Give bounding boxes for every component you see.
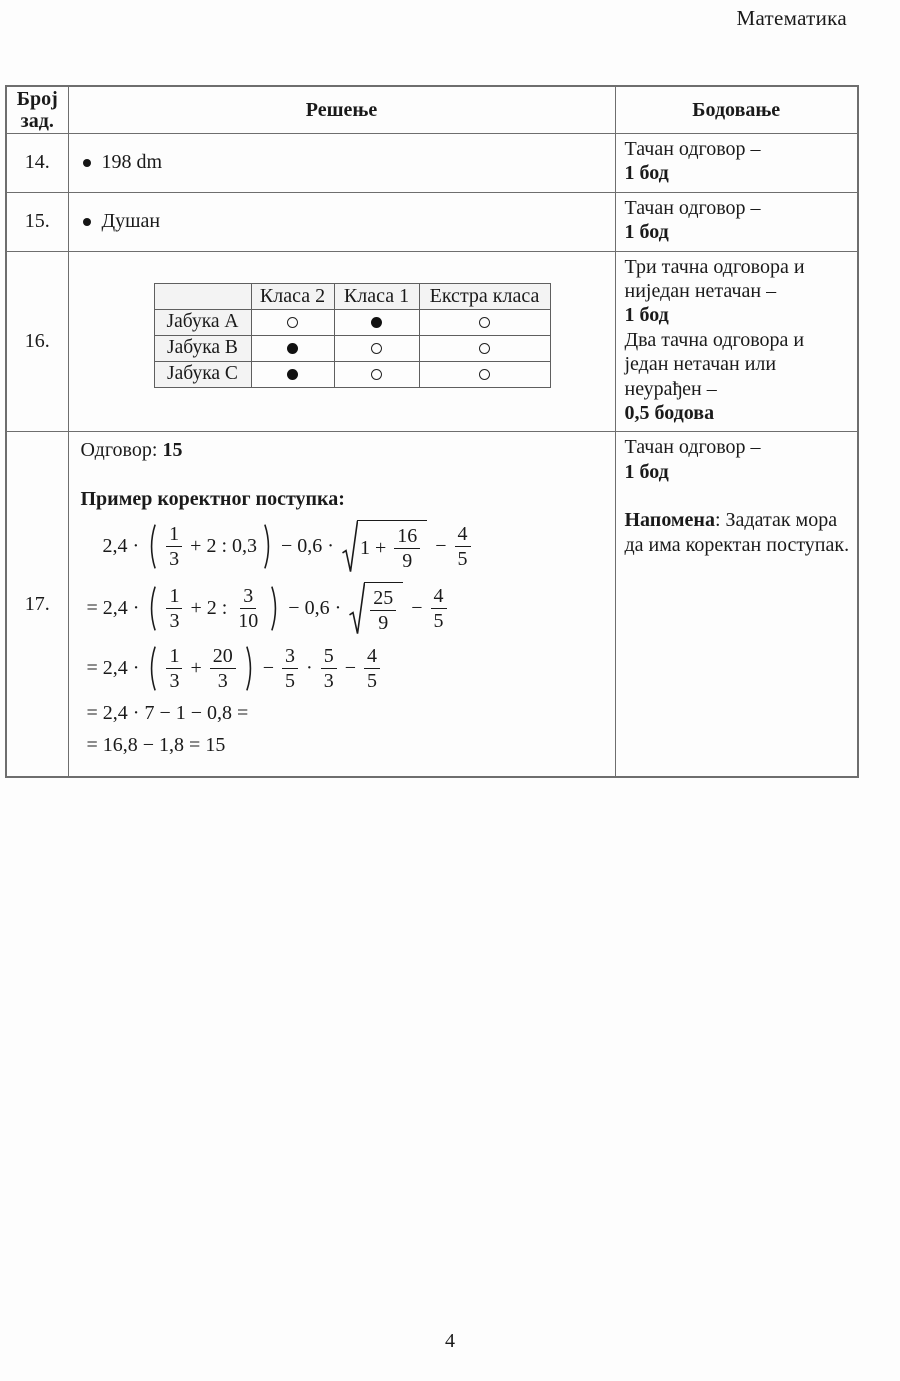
fraction-numerator [240,584,256,609]
formula-text: 4 [457,523,468,546]
formula-text: + [185,657,207,680]
fraction-denominator [166,547,182,571]
formula-text: 4 [433,585,444,608]
fraction-numerator [455,522,471,547]
formula-text: 5 [433,610,444,633]
header-row [6,86,858,134]
open-circle-icon [479,343,490,354]
fraction [431,584,447,633]
formula-line [79,734,605,757]
radicand [364,582,403,635]
formula-text: − [257,657,280,680]
paren-content [158,644,243,693]
fraction-denominator [166,669,182,693]
table-row-17 [6,432,858,778]
scoring-line [625,328,852,401]
formula-text: 2,4 · [102,535,145,558]
left-paren-icon [145,523,157,570]
fraction [166,584,182,633]
formula-text: = 2,4 · [86,657,145,680]
apple-class-grid [154,283,551,388]
formula-text: 3 [169,670,180,693]
fraction [321,644,337,693]
fraction-numerator [431,584,447,609]
formula-text: 9 [402,550,413,573]
procedure-title: Пример коректног поступка: [80,488,345,511]
fraction-denominator [364,669,380,693]
scoring-line [625,401,852,425]
grid-mark-cell [419,309,550,335]
formula-text [158,657,163,680]
scoring-text: Тачан одговор – [624,138,761,160]
scoring-line [625,255,852,304]
formula-text: − 0,6 · [283,597,347,620]
fraction-denominator [321,669,337,693]
formula-text: 25 [373,587,394,610]
scoring-cell [615,192,858,251]
grid-row-label: Јабука С [154,361,251,387]
grid-mark-cell [334,309,419,335]
right-paren-icon [245,645,257,692]
scoring-cell [615,134,858,193]
scoring-line [625,435,852,459]
scoring-text: 1 бод [624,304,669,327]
fraction-denominator [215,669,231,693]
fraction-denominator [455,547,471,571]
grid-row [154,309,550,335]
task-number: 14. [6,134,68,193]
fraction [455,522,471,571]
scoring-text: 1 бод [624,162,669,185]
col-header-scoring: Бодовање [615,86,858,134]
fraction-numerator [370,586,396,611]
paren-group [145,644,256,693]
fraction [370,586,396,635]
formula-text: 1 [169,585,180,608]
open-circle-icon [371,369,382,380]
solution-answer-text: 198 dm [101,151,163,174]
fraction-denominator [399,549,415,573]
bullet-dot-icon [83,218,91,226]
grid-mark-cell [419,335,550,361]
paren-group [145,522,275,571]
page-number: 4 [445,1330,455,1352]
formula-text: 1 [169,645,180,668]
fraction [235,584,261,633]
scoring-text: Тачан одговор – [624,196,761,219]
fraction [282,644,298,693]
solution-cell [68,251,615,432]
formula-text: 1 + [359,537,392,560]
scoring-text: Три тачна одговора и ниједан нетачан – [624,255,805,302]
fraction-denominator [166,609,182,633]
scoring-text: Напомена [624,509,715,532]
formula-text: 9 [378,612,389,635]
formula-text: 3 [169,610,180,633]
formula-text: · [301,657,318,680]
radical-sign-icon [341,520,358,573]
formula-text: 5 [457,548,468,571]
fraction-denominator [431,609,447,633]
formula-text: − 0,6 · [276,535,339,558]
table-row-14 [6,134,858,193]
scoring-text: Тачан одговор – [624,436,761,459]
left-paren-icon [145,645,157,692]
formula-text: 20 [212,645,233,668]
scoring-line [625,303,852,327]
document-title: Математика [736,6,847,30]
grid-mark-cell [251,309,334,335]
square-root [341,520,427,573]
paren-content [158,522,262,571]
scoring-cell [615,251,858,432]
scoring-text: : Задатак мора да има коректан поступак. [624,509,850,556]
formula-line [79,582,605,635]
scoring-text: Два тачна одговора и један нетачан или неурађен – [624,328,805,400]
formula-text: − [430,535,452,558]
fraction [166,522,182,571]
paren-content [158,584,269,633]
bullet-dot-icon [83,159,91,167]
formula-text: − [339,657,361,680]
grid-header [154,283,550,309]
fraction-numerator [282,644,298,669]
scoring-line [625,196,852,220]
formula-text: 3 [323,670,334,693]
task-number: 15. [6,192,68,251]
formula-line [79,702,605,725]
formula-text: − [406,597,428,620]
filled-circle-icon [287,343,298,354]
table-row-16 [6,251,858,432]
fraction [394,524,420,573]
open-circle-icon [371,343,382,354]
formula-text: 1 [169,523,180,546]
fraction-numerator [394,524,420,549]
formula-text [264,597,269,620]
formula-text: 4 [366,645,377,668]
solution-cell [68,192,615,251]
radicand [357,520,427,573]
scoring-line [625,460,852,484]
fraction-numerator [166,522,182,547]
radical-sign-icon [348,582,365,635]
procedure-formulas [79,520,605,757]
grid-row-label: Јабука А [154,309,251,335]
formula-text: 5 [285,670,296,693]
solution-bullet-item [79,151,605,174]
formula-text: = 2,4 · 7 − 1 − 0,8 = [86,702,249,725]
formula-text: 3 [285,645,296,668]
answer-key-table-header [6,86,858,134]
filled-circle-icon [287,369,298,380]
grid-header-row [154,283,550,309]
fraction-denominator [235,609,261,633]
formula-text: 5 [366,670,377,693]
col-header-task-number: Број зад. [6,86,68,134]
scoring-cell [615,432,858,778]
scoring-line [625,484,852,508]
grid-header-cell [154,283,251,309]
right-paren-icon [270,585,282,632]
col-header-solution: Решење [68,86,615,134]
scoring-line [625,508,852,557]
scoring-text: 0,5 бодова [624,401,715,424]
fraction-numerator [166,584,182,609]
grid-body [154,309,550,387]
fraction-numerator [166,644,182,669]
fraction [364,644,380,693]
task-number: 17. [6,432,68,778]
grid-row-label: Јабука В [154,335,251,361]
grid-mark-cell [251,335,334,361]
solution-answer-text: Душан [101,210,161,233]
scoring-line [625,220,852,244]
formula-text: + 2 : 0,3 [185,535,263,558]
solution-cell [68,432,615,778]
right-paren-icon [263,523,275,570]
grid-mark-cell [419,361,550,387]
formula-text [239,657,244,680]
formula-text: = 2,4 · [86,597,145,620]
answer-key-table [5,85,859,778]
left-paren-icon [145,585,157,632]
fraction-numerator [210,644,236,669]
grid-mark-cell [334,335,419,361]
grid-header-cell: Екстра класа [419,283,550,309]
grid-row [154,361,550,387]
grid-row [154,335,550,361]
formula-text [158,597,163,620]
formula-line [79,520,605,573]
formula-text: 3 [169,548,180,571]
solution-bullet-item [79,210,605,233]
scoring-line [625,161,852,185]
answer-label: Одговор: [80,439,158,462]
formula-text: 16 [397,525,418,548]
grid-header-cell: Класа 2 [251,283,334,309]
grid-mark-cell [251,361,334,387]
scoring-text: 1 бод [624,460,669,483]
open-circle-icon [479,369,490,380]
fraction-denominator [375,611,391,635]
table-row-15 [6,192,858,251]
formula-line [79,644,605,693]
fraction [166,644,182,693]
open-circle-icon [479,317,490,328]
scoring-line [625,137,852,161]
fraction-numerator [321,644,337,669]
formula-text: 10 [238,610,259,633]
formula-text: 3 [243,585,254,608]
paren-group [145,584,282,633]
formula-text: = 16,8 − 1,8 = 15 [86,734,226,757]
fraction [210,644,236,693]
square-root [348,582,403,635]
grid-header-cell: Класа 1 [334,283,419,309]
scoring-text: 1 бод [624,221,669,244]
open-circle-icon [287,317,298,328]
answer-line [81,439,605,462]
answer-value: 15 [162,439,183,462]
formula-text: + 2 : [185,597,233,620]
fraction-numerator [364,644,380,669]
apple-class-grid-wrap [79,257,605,410]
task-number: 16. [6,251,68,432]
formula-text: 3 [217,670,228,693]
filled-circle-icon [371,317,382,328]
grid-mark-cell [334,361,419,387]
formula-text [158,535,163,558]
formula-text: 5 [323,645,334,668]
fraction-denominator [282,669,298,693]
solution-cell [68,134,615,193]
